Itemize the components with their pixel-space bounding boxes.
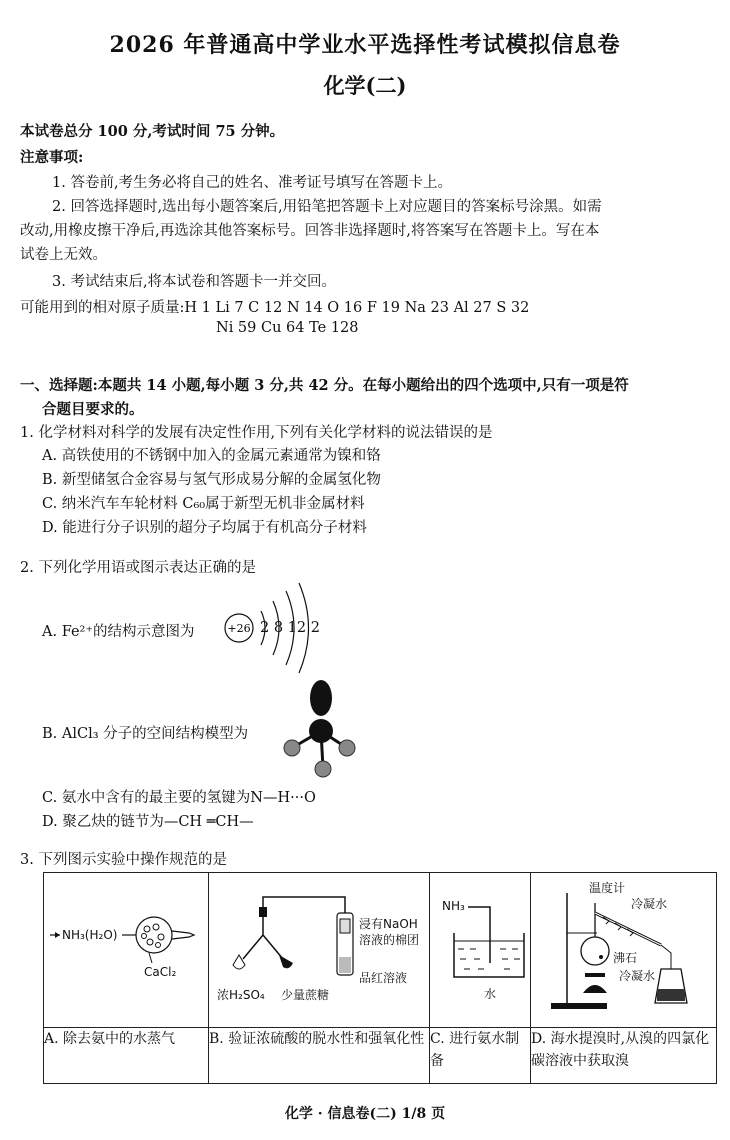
fig-d-condenser-label-2: 冷凝水 [619,969,656,983]
page-subtitle: 化学(二) [323,73,407,98]
caption-b: B. 验证浓硫酸的脱水性和强氧化性 [209,1028,430,1084]
fig-d-condenser-label-1: 冷凝水 [631,897,668,911]
fig-b-acid-label: 浓H₂SO₄ [217,988,265,1002]
cl-atom [339,740,355,756]
notes-heading: 注意事项: [20,149,84,166]
atomic-masses-2: Ni 59 Cu 64 Te 128 [216,320,359,336]
figure-a-cell [44,873,209,1028]
figure-b-cell [209,873,430,1028]
cl-atom [315,761,331,777]
fig-b-cotton-label-2: 溶液的棉团 [359,933,420,947]
q2-option-a: A. Fe²⁺的结构示意图为 [42,624,195,640]
note-2c: 试卷上无效。 [20,247,107,263]
q1-option-b: B. 新型储氢合金容易与氢气形成易分解的金属氢化物 [42,472,381,488]
q1-option-d: D. 能进行分子识别的超分子均属于有机高分子材料 [42,520,367,536]
fe-shell-electrons: 2 8 12 2 [260,620,320,636]
nucleus-charge: +26 [227,622,251,635]
section-heading-a: 一、选择题:本题共 14 小题,每小题 3 分,共 42 分。在每小题给出的四个选项中,只有一项是符 [20,377,629,394]
cl-atom [284,740,300,756]
page-footer: 化学 · 信息卷(二) 1/8 页 [284,1106,446,1122]
q2-option-b: B. AlCl₃ 分子的空间结构模型为 [42,726,249,742]
q1-option-c: C. 纳米汽车车轮材料 C₆₀属于新型无机非金属材料 [42,496,365,512]
fig-b-sugar-label: 少量蔗糖 [281,988,330,1002]
fig-d-boiling-chip-label: 沸石 [613,951,638,965]
alcl3-model-diagram [278,676,358,786]
figure-d-cell [531,873,717,1028]
fig-b-cotton-label: 浸有NaOH [359,917,418,931]
figure-a-drying-tube [44,873,208,1023]
q1-option-a: A. 高铁使用的不锈钢中加入的金属元素通常为镍和铬 [42,448,381,464]
caption-a: A. 除去氨中的水蒸气 [44,1028,209,1084]
q3-stem: 3. 下列图示实验中操作规范的是 [20,852,227,868]
q3-options-table [43,872,717,1084]
section-heading-b: 合题目要求的。 [42,401,144,418]
q1-stem: 1. 化学材料对科学的发展有决定性作用,下列有关化学材料的说法错误的是 [20,425,493,441]
note-1: 1. 答卷前,考生务必将自己的姓名、准考证号填写在答题卡上。 [52,175,453,191]
caption-d: D. 海水提溴时,从溴的四氯化碳溶液中获取溴 [531,1028,717,1084]
fig-d-thermometer-label: 温度计 [589,881,626,895]
atomic-masses-1: 可能用到的相对原子质量:H 1 Li 7 C 12 N 14 O 16 F 19 Na 23 Al 27 S 32 [20,300,530,316]
fig-c-gas-label: NH₃ [442,899,465,913]
note-2a: 2. 回答选择题时,选出每小题答案后,用铅笔把答题卡上对应题目的答案标号涂黑。如需 [52,199,602,215]
figure-c-cell [430,873,531,1028]
fig-c-water-label: 水 [484,987,497,1001]
score-line: 本试卷总分 100 分,考试时间 75 分钟。 [20,123,285,140]
caption-c: C. 进行氨水制备 [430,1028,531,1084]
fig-b-dye-label: 品红溶液 [359,971,408,985]
lone-pair-lobe [310,680,332,716]
note-2b: 改动,用橡皮擦干净后,再选涂其他答案标号。回答非选择题时,将答案写在答题卡上。写在本 [20,223,600,239]
page-title: 2026 年普通高中学业水平选择性考试模拟信息卷 [109,32,621,58]
al-atom [309,719,333,743]
fig-a-gas-label: NH₃(H₂O) [62,928,118,942]
q2-stem: 2. 下列化学用语或图示表达正确的是 [20,560,256,576]
figure-c-trough [430,873,530,1023]
q2-option-c: C. 氨水中含有的最主要的氢键为N—H···O [42,790,316,806]
q2-option-d: D. 聚乙炔的链节为—CH ═CH— [42,814,254,830]
note-3: 3. 考试结束后,将本试卷和答题卡一并交回。 [52,274,337,290]
fig-a-reagent-label: CaCl₂ [144,965,177,979]
